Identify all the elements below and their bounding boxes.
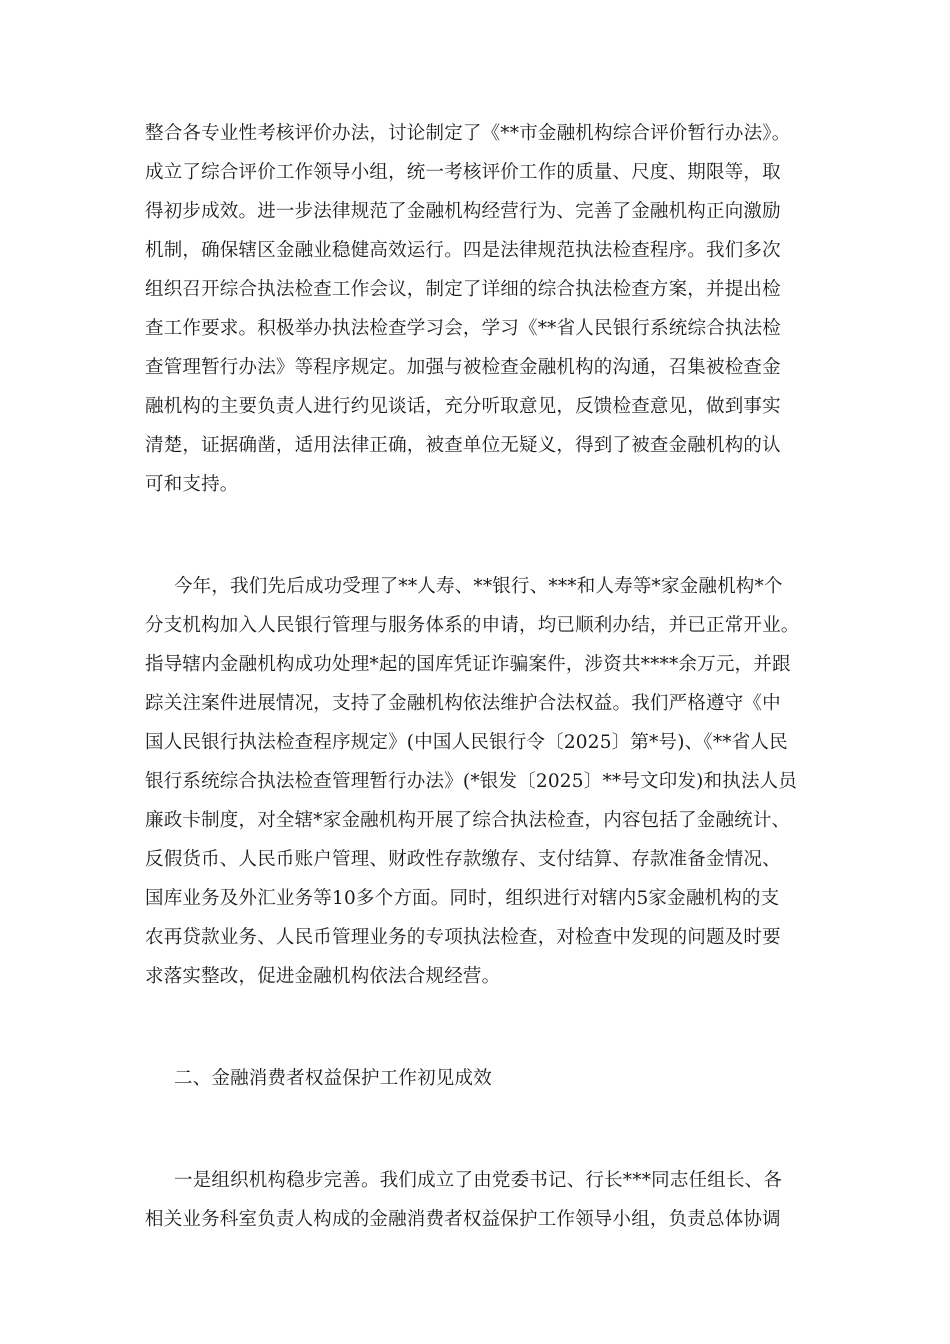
paragraph-line: 机制，确保辖区金融业稳健高效运行。四是法律规范执法检查程序。我们多次 bbox=[145, 240, 781, 261]
paragraph-line: 查工作要求。积极举办执法检查学习会，学习《**省人民银行系统综合执法检 bbox=[145, 318, 782, 339]
paragraph-line: 清楚，证据确凿，适用法律正确，被查单位无疑义，得到了被查金融机构的认 bbox=[145, 435, 781, 456]
paragraph-line: 融机构的主要负责人进行约见谈话，充分听取意见，反馈检查意见，做到事实 bbox=[145, 396, 781, 417]
paragraph-line: 踪关注案件进展情况，支持了金融机构依法维护合法权益。我们严格遵守《中 bbox=[145, 693, 781, 714]
paragraph-line: 整合各专业性考核评价办法，讨论制定了《**市金融机构综合评价暂行办法》。 bbox=[145, 123, 791, 144]
paragraph-line: 廉政卡制度，对全辖*家金融机构开展了综合执法检查，内容包括了金融统计、 bbox=[145, 810, 791, 831]
paragraph-first-line: 今年，我们先后成功受理了**人寿、**银行、***和人寿等*家金融机构*个 bbox=[174, 576, 783, 597]
paragraph-first-line: 一是组织机构稳步完善。我们成立了由党委书记、行长***同志任组长、各 bbox=[174, 1170, 783, 1191]
paragraph-line: 分支机构加入人民银行管理与服务体系的申请，均已顺利办结，并已正常开业。 bbox=[145, 615, 800, 636]
paragraph-line: 得初步成效。进一步法律规范了金融机构经营行为、完善了金融机构正向激励 bbox=[145, 201, 781, 222]
section-heading: 二、金融消费者权益保护工作初见成效 bbox=[174, 1068, 492, 1089]
paragraph-line: 国人民银行执法检查程序规定》(中国人民银行令〔2025〕第*号)、《**省人民 bbox=[145, 732, 788, 753]
paragraph-line: 求落实整改，促进金融机构依法合规经营。 bbox=[145, 966, 501, 987]
paragraph-line: 农再贷款业务、人民币管理业务的专项执法检查，对检查中发现的问题及时要 bbox=[145, 927, 781, 948]
paragraph-line: 查管理暂行办法》等程序规定。加强与被检查金融机构的沟通，召集被检查金 bbox=[145, 357, 781, 378]
paragraph-line: 反假货币、人民币账户管理、财政性存款缴存、支付结算、存款准备金情况、 bbox=[145, 849, 781, 870]
paragraph-line: 相关业务科室负责人构成的金融消费者权益保护工作领导小组，负责总体协调 bbox=[145, 1209, 781, 1230]
paragraph-line: 可和支持。 bbox=[145, 474, 239, 495]
paragraph-line: 国库业务及外汇业务等10多个方面。同时，组织进行对辖内5家金融机构的支 bbox=[145, 888, 780, 909]
paragraph-line: 组织召开综合执法检查工作会议，制定了详细的综合执法检查方案，并提出检 bbox=[145, 279, 781, 300]
paragraph-line: 指导辖内金融机构成功处理*起的国库凭证诈骗案件，涉资共****余万元，并跟 bbox=[145, 654, 791, 675]
paragraph-line: 银行系统综合执法检查管理暂行办法》(*银发〔2025〕**号文印发)和执法人员 bbox=[145, 771, 798, 792]
paragraph-line: 成立了综合评价工作领导小组，统一考核评价工作的质量、尺度、期限等，取 bbox=[145, 162, 781, 183]
